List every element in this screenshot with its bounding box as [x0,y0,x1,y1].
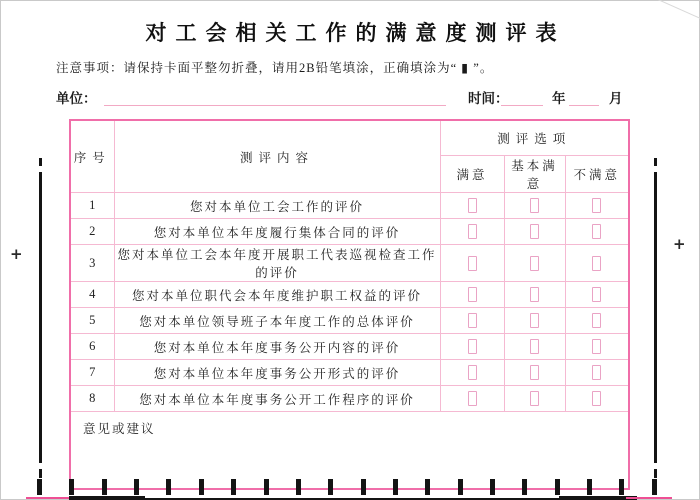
row-number: 3 [70,245,114,282]
timing-mark [102,479,107,495]
satisfied-fill-bubble[interactable] [468,339,477,354]
basically-satisfied-fill-bubble[interactable] [530,224,539,239]
suggestions-row [70,412,629,490]
row-question: 您对本单位工会本年度开展职工代表巡视检查工作的评价 [114,245,440,282]
timing-mark [393,479,398,495]
row-question: 您对本单位领导班子本年度工作的总体评价 [114,308,440,334]
timing-mark [490,479,495,495]
unit-blank-field[interactable] [104,89,446,106]
table-row [70,334,629,360]
cell-unsatisfied [565,245,629,282]
table-row [70,282,629,308]
cell-basically-satisfied [504,334,565,360]
satisfied-fill-bubble[interactable] [468,256,477,271]
row-number: 1 [70,193,114,219]
row-question: 您对本单位本年度履行集体合同的评价 [114,219,440,245]
page-title: 对工会相关工作的满意度测评表 [145,21,566,45]
basically-satisfied-fill-bubble[interactable] [530,198,539,213]
bottom-edge-pink-left [26,497,70,499]
basically-satisfied-fill-bubble[interactable] [530,391,539,406]
timing-mark [555,479,560,495]
left-edge-dash-bottom [39,469,42,478]
unsatisfied-fill-bubble[interactable] [592,365,601,380]
timing-mark [199,479,204,495]
basically-satisfied-fill-bubble[interactable] [530,339,539,354]
cell-unsatisfied [565,219,629,245]
year-blank-field[interactable] [501,89,543,106]
cell-satisfied [440,282,504,308]
table-row [70,219,629,245]
timing-mark [361,479,366,495]
registration-plus-left: + [10,245,23,263]
row-number: 8 [70,386,114,412]
timing-mark [587,479,592,495]
unsatisfied-fill-bubble[interactable] [592,198,601,213]
left-edge-line [39,172,42,463]
row-question: 您对本单位工会工作的评价 [114,193,440,219]
unsatisfied-fill-bubble[interactable] [592,224,601,239]
cell-basically-satisfied [504,193,565,219]
table-row [70,308,629,334]
timing-mark [264,479,269,495]
table-row [70,360,629,386]
unsatisfied-fill-bubble[interactable] [592,339,601,354]
satisfied-fill-bubble[interactable] [468,391,477,406]
notice-text: 注意事项：请保持卡面平整勿折叠，请用2B铅笔填涂，正确填涂为“ ▮ ”。 [56,61,494,75]
timing-mark [328,479,333,495]
cell-basically-satisfied [504,308,565,334]
timing-mark [296,479,301,495]
timing-mark [458,479,463,495]
basically-satisfied-fill-bubble[interactable] [530,256,539,271]
cell-unsatisfied [565,334,629,360]
unsatisfied-fill-bubble[interactable] [592,287,601,302]
row-question: 您对本单位职代会本年度维护职工权益的评价 [114,282,440,308]
timing-mark [425,479,430,495]
basically-satisfied-fill-bubble[interactable] [530,313,539,328]
header-seq: 序号 [70,120,114,193]
header-option-satisfied: 满意 [440,156,504,193]
right-edge-line [654,172,657,463]
cell-satisfied [440,386,504,412]
unsatisfied-fill-bubble[interactable] [592,391,601,406]
basically-satisfied-fill-bubble[interactable] [530,365,539,380]
cell-satisfied [440,308,504,334]
form-header-line [1,87,700,109]
bottom-edge-black-left [69,496,145,500]
header-options-group: 测评选项 [440,120,629,156]
timing-mark [37,479,42,495]
row-number: 5 [70,308,114,334]
row-number: 6 [70,334,114,360]
month-label: 月 [609,91,623,106]
month-blank-field[interactable] [569,89,599,106]
bottom-edge-pink-right [626,497,672,499]
right-edge-dash-bottom [654,469,657,478]
satisfied-fill-bubble[interactable] [468,287,477,302]
registration-plus-right: + [673,235,686,253]
cell-unsatisfied [565,360,629,386]
year-label: 年 [552,91,566,106]
header-option-basically-satisfied: 基本满意 [504,156,565,193]
timing-mark [69,479,74,495]
cell-basically-satisfied [504,219,565,245]
cell-satisfied [440,219,504,245]
header-option-unsatisfied: 不满意 [565,156,629,193]
cell-basically-satisfied [504,360,565,386]
timing-mark [134,479,139,495]
table-row [70,193,629,219]
table-row [70,386,629,412]
basically-satisfied-fill-bubble[interactable] [530,287,539,302]
row-question: 您对本单位本年度事务公开形式的评价 [114,360,440,386]
bottom-timing-track [37,479,657,495]
table-row [70,245,629,282]
row-number: 7 [70,360,114,386]
timing-mark [652,479,657,495]
row-question: 您对本单位本年度事务公开内容的评价 [114,334,440,360]
timing-mark [522,479,527,495]
unsatisfied-fill-bubble[interactable] [592,256,601,271]
row-question: 您对本单位本年度事务公开工作程序的评价 [114,386,440,412]
right-edge-dash-top [654,158,657,166]
unsatisfied-fill-bubble[interactable] [592,313,601,328]
suggestions-label[interactable]: 意见或建议 [70,412,629,490]
row-number: 2 [70,219,114,245]
satisfied-fill-bubble[interactable] [468,224,477,239]
cell-unsatisfied [565,282,629,308]
cell-basically-satisfied [504,386,565,412]
satisfied-fill-bubble[interactable] [468,198,477,213]
timing-mark [231,479,236,495]
timing-mark [619,479,624,495]
cell-satisfied [440,193,504,219]
evaluation-table [69,119,630,490]
cell-unsatisfied [565,386,629,412]
cell-satisfied [440,334,504,360]
timing-mark [166,479,171,495]
unit-label: 单位： [56,91,97,106]
satisfied-fill-bubble[interactable] [468,313,477,328]
time-label: 时间： [468,91,509,106]
left-edge-dash-top [39,158,42,166]
satisfied-fill-bubble[interactable] [468,365,477,380]
header-content: 测评内容 [114,120,440,193]
row-number: 4 [70,282,114,308]
cell-unsatisfied [565,193,629,219]
cell-basically-satisfied [504,282,565,308]
cell-satisfied [440,360,504,386]
cell-satisfied [440,245,504,282]
cell-basically-satisfied [504,245,565,282]
cell-unsatisfied [565,308,629,334]
